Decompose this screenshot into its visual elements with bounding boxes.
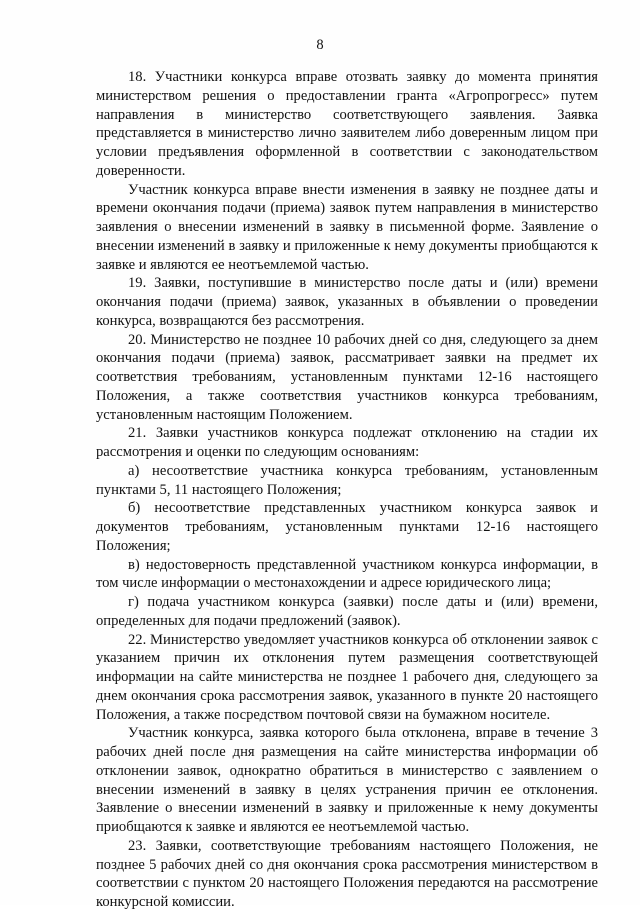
paragraph-18: 18. Участники конкурса вправе отозвать заявку до момента принятия министерством решения о предоставлении гранта «Агропрогресс» путем направления в министерство соответствующего заявления. Заявка представляется в министерство лично заявителем либо доверенным лицом при условии предъявления оформленной в соответствии с законодательством доверенности. [96,69,598,179]
document-body [96,68,598,912]
paragraph-21-b: б) несоответствие представленных участником конкурса заявок и документов требованиям, установленным пунктами 12-16 настоящего Положения; [96,500,598,554]
paragraph-19: 19. Заявки, поступившие в министерство после даты и (или) времени окончания подачи (приема) заявок, указанных в объявлении о проведении конкурса, возвращаются без рассмотрения. [96,275,598,329]
paragraph-21-g: г) подача участником конкурса (заявки) после даты и (или) времени, определенных для подачи предложений (заявок). [96,594,598,629]
page-number: 8 [316,37,324,53]
paragraph-18-amendments: Участник конкурса вправе внести изменения в заявку не позднее даты и времени окончания подачи (приема) заявок путем направления в министерство заявления о внесении изменений в заявку в письменной форме. Заявление о внесении изменений в заявку и приложенные к нему документы приобщаются к заявке и являются ее неотъемлемой частью. [96,181,598,273]
paragraph-22: 22. Министерство уведомляет участников конкурса об отклонении заявок с указанием причин их отклонения путем размещения соответствующей информации на сайте министерства не позднее 1 рабочего дня, следующего за днем окончания срока рассмотрения заявок, указанного в пункте 20 настоящего Положения, а также посредством почтовой связи на бумажном носителе. [96,631,598,723]
paragraph-21: 21. Заявки участников конкурса подлежат отклонению на стадии их рассмотрения и оценки по следующим основаниям: [96,425,598,460]
paragraph-21-v: в) недостоверность представленной участником конкурса информации, в том числе информации о местонахождении и адресе юридического лица; [96,556,598,592]
paragraph-22-rejected: Участник конкурса, заявка которого была отклонена, вправе в течение 3 рабочих дней после дня размещения на сайте министерства информации об отклонении заявок, однократно обратиться в министерство с заявлением о внесении изменений в заявку в целях устранения причин ее отклонения. Заявление о внесении изменений в заявку и приложенные к нему документы приобщаются к заявке и являются ее неотъемлемой частью. [96,725,598,835]
paragraph-21-a: а) несоответствие участника конкурса требованиям, установленным пунктами 5, 11 настоящего Положения; [96,462,598,498]
paragraph-20: 20. Министерство не позднее 10 рабочих дней со дня, следующего за днем окончания подачи (приема) заявок, рассматривает заявки на предмет их соответствия требованиям, установленным пунктами 12-16 настоящего Положения, а также соответствия участников конкурса требованиям, установленным настоящим Положением. [96,331,598,423]
paragraph-23: 23. Заявки, соответствующие требованиям настоящего Положения, не позднее 5 рабочих дней со дня окончания срока рассмотрения министерством в соответствии с пунктом 20 настоящего Положения передаются на рассмотрение конкурсной комиссии. [96,837,598,910]
